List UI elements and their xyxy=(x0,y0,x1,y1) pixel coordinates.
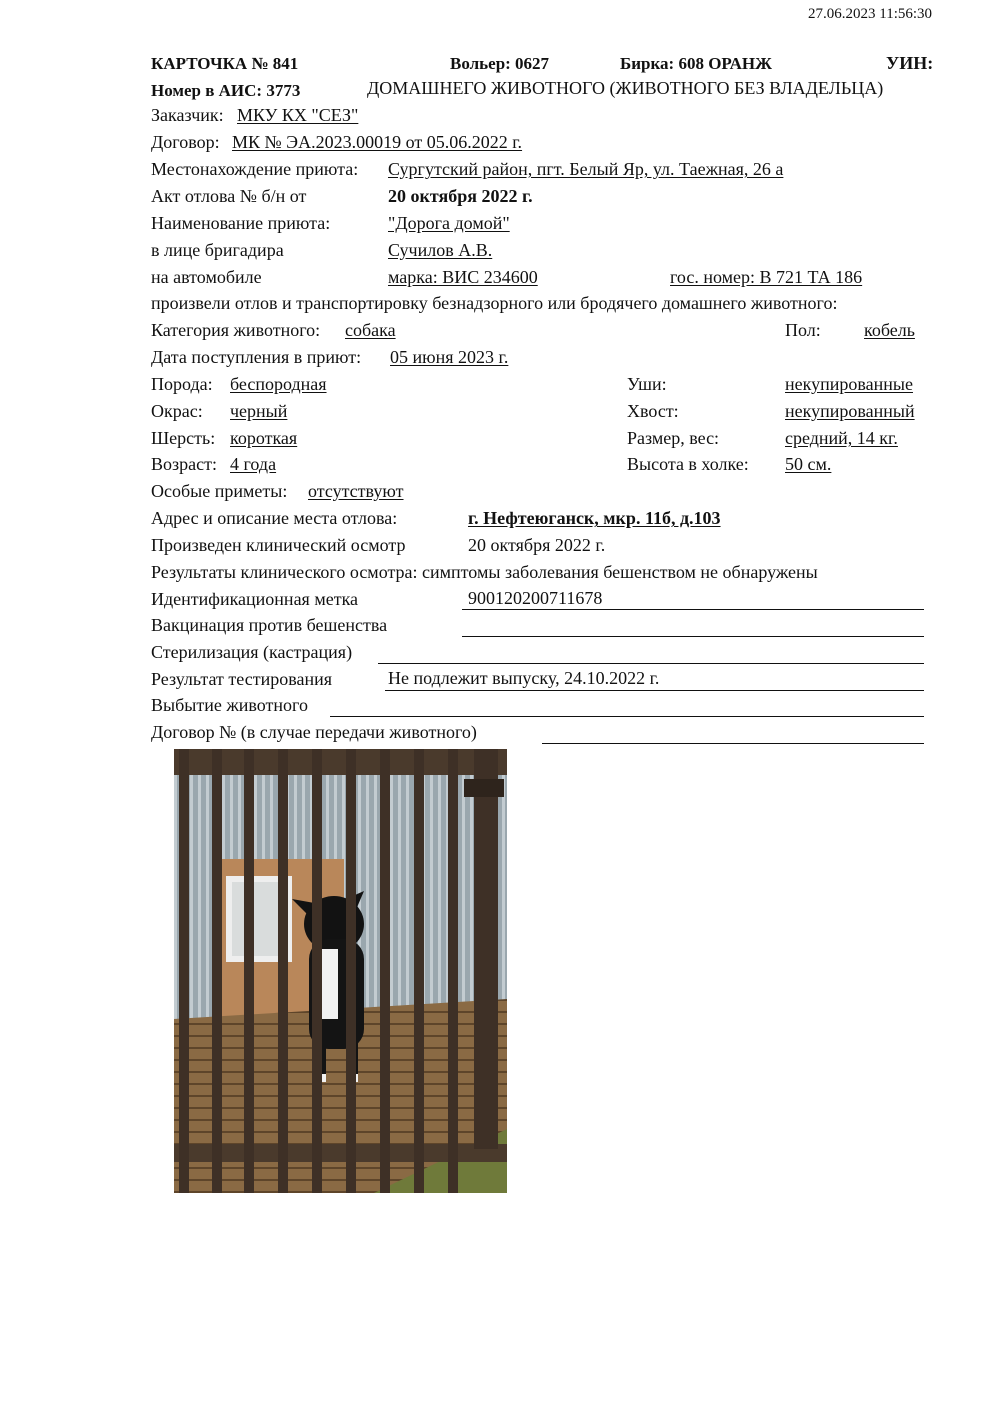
transfer-contract-label: Договор № (в случае передачи животного) xyxy=(151,722,477,742)
shelter-location-label: Местонахождение приюта: xyxy=(151,159,359,179)
height-value: 50 см. xyxy=(785,454,832,474)
size-label: Размер, вес: xyxy=(627,428,720,448)
breed-label: Порода: xyxy=(151,374,213,394)
sex-label: Пол: xyxy=(785,320,821,340)
shelter-name-value: "Дорога домой" xyxy=(388,213,510,233)
age-value: 4 года xyxy=(230,454,277,474)
customer-label: Заказчик: xyxy=(151,105,224,125)
tail-value: некупированный xyxy=(785,401,915,421)
card-number: КАРТОЧКА № 841 xyxy=(151,54,299,73)
test-result-label: Результат тестирования xyxy=(151,669,332,689)
vaccination-underline xyxy=(462,636,924,637)
size-value: средний, 14 кг. xyxy=(785,428,898,448)
catch-statement: произвели отлов и транспортировку безнадзорного или бродячего домашнего животного: xyxy=(151,293,838,313)
catch-act-label: Акт отлова № б/н от xyxy=(151,186,307,206)
category-label: Категория животного: xyxy=(151,320,321,340)
exam-results: Результаты клинического осмотра: симптомы заболевания бешенством не обнаружены xyxy=(151,562,818,582)
coat-label: Шерсть: xyxy=(151,428,216,448)
foreman-label: в лице бригадира xyxy=(151,240,284,260)
departure-underline xyxy=(330,716,924,717)
special-marks-label: Особые приметы: xyxy=(151,481,288,501)
age-label: Возраст: xyxy=(151,454,217,474)
id-mark-underline xyxy=(462,609,924,610)
transfer-contract-underline xyxy=(542,743,924,744)
color-label: Окрас: xyxy=(151,401,203,421)
height-label: Высота в холке: xyxy=(627,454,749,474)
sterilization-label: Стерилизация (кастрация) xyxy=(151,642,353,662)
uin-label: УИН: xyxy=(886,53,934,73)
catch-address-value: г. Нефтеюганск, мкр. 11б, д.103 xyxy=(468,508,721,528)
catch-address-label: Адрес и описание места отлова: xyxy=(151,508,398,528)
arrival-value: 05 июня 2023 г. xyxy=(390,347,509,367)
category-value: собака xyxy=(345,320,396,340)
test-result-value: Не подлежит выпуску, 24.10.2022 г. xyxy=(388,668,660,688)
vaccination-label: Вакцинация против бешенства xyxy=(151,615,388,635)
vehicle-brand: марка: ВИС 234600 xyxy=(388,267,538,287)
ears-value: некупированные xyxy=(785,374,913,394)
id-mark-label: Идентификационная метка xyxy=(151,589,359,609)
test-result-underline xyxy=(385,690,924,691)
exam-label: Произведен клинический осмотр xyxy=(151,535,406,555)
tag-number: Бирка: 608 ОРАНЖ xyxy=(620,54,772,73)
tail-label: Хвост: xyxy=(627,401,679,421)
coat-value: короткая xyxy=(230,428,298,448)
special-marks-value: отсутствуют xyxy=(308,481,404,501)
document-title: ДОМАШНЕГО ЖИВОТНОГО (ЖИВОТНОГО БЕЗ ВЛАДЕЛЬЦА) xyxy=(367,78,884,98)
shelter-location-value: Сургутский район, пгт. Белый Яр, ул. Таежная, 26 а xyxy=(388,159,784,179)
exam-date: 20 октября 2022 г. xyxy=(468,535,606,555)
sex-value: кобель xyxy=(864,320,915,340)
shelter-name-label: Наименование приюта: xyxy=(151,213,331,233)
ais-number: Номер в АИС: 3773 xyxy=(151,81,301,100)
contract-value: МК № ЭА.2023.00019 от 05.06.2022 г. xyxy=(232,132,523,152)
id-mark-value: 900120200711678 xyxy=(468,588,603,608)
animal-photo xyxy=(174,749,507,1193)
print-timestamp: 27.06.2023 11:56:30 xyxy=(808,6,933,22)
customer-value: МКУ КХ "СЕЗ" xyxy=(237,105,359,125)
color-value: черный xyxy=(230,401,288,421)
vehicle-plate: гос. номер: В 721 ТА 186 xyxy=(670,267,863,287)
ears-label: Уши: xyxy=(627,374,667,394)
foreman-value: Сучилов А.В. xyxy=(388,240,493,260)
departure-label: Выбытие животного xyxy=(151,695,308,715)
arrival-label: Дата поступления в приют: xyxy=(151,347,362,367)
breed-value: беспородная xyxy=(230,374,327,394)
contract-label: Договор: xyxy=(151,132,220,152)
catch-act-date: 20 октября 2022 г. xyxy=(388,186,533,206)
sterilization-underline xyxy=(378,663,924,664)
enclosure-number: Вольер: 0627 xyxy=(450,54,550,73)
vehicle-label: на автомобиле xyxy=(151,267,262,287)
